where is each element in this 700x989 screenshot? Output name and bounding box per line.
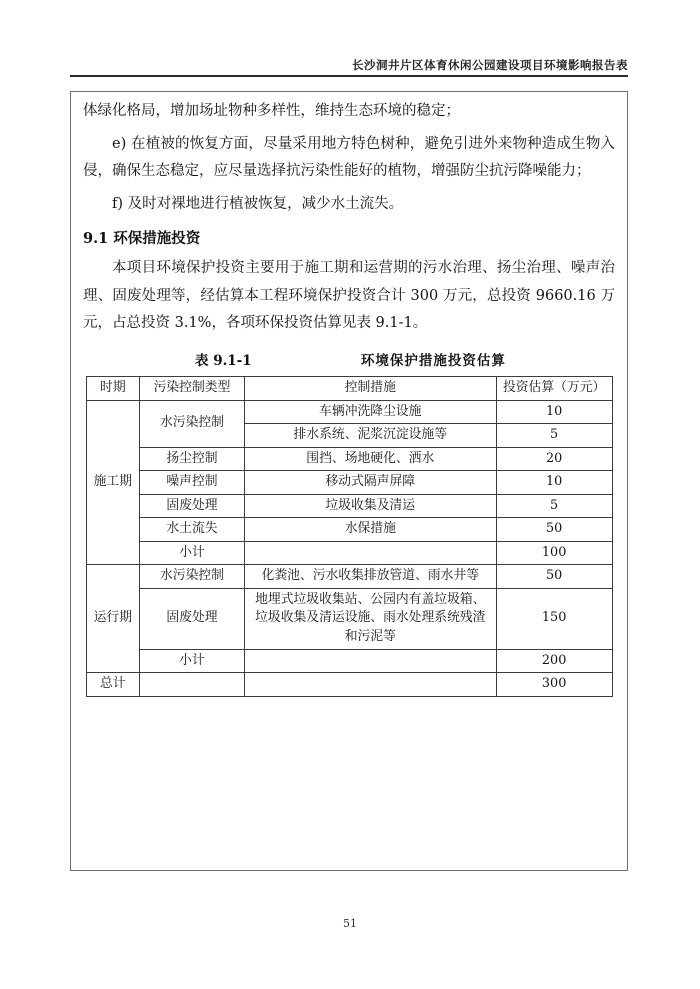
control-measure-cell: 化粪池、污水收集排放管道、雨水井等 [244,565,496,589]
control-measure-cell: 围挡、场地硬化、洒水 [244,447,496,471]
pollution-type-cell: 水污染控制 [140,565,245,589]
table-row [86,400,612,424]
body-paragraph-f: f) 及时对裸地进行植被恢复，减少水土流失。 [112,195,404,212]
investment-cell: 10 [496,471,612,495]
total-label-cell: 总计 [86,673,140,697]
content-frame [70,91,628,871]
table-header-row [86,376,612,400]
body-paragraph-continuation: 体绿化格局，增加场址物种多样性，维持生态环境的稳定； [83,103,460,119]
header-divider [70,75,628,77]
col-header-period: 时期 [86,376,140,400]
table-row [86,588,612,649]
page-number: 51 [343,917,357,930]
period-cell: 运行期 [86,565,140,673]
table-caption-title: 环境保护措施投资估算 [360,352,506,369]
table-row-subtotal [86,649,612,673]
investment-cell: 50 [496,518,612,542]
table-row [86,494,612,518]
control-measure-cell: 垃圾收集及清运 [244,494,496,518]
investment-cell: 20 [496,447,612,471]
table-row-total [86,673,612,697]
period-cell: 施工期 [86,400,140,565]
control-measure-cell: 水保措施 [244,518,496,542]
subtotal-label-cell: 小计 [140,649,245,673]
table-row [86,565,612,589]
section-heading: 9.1 环保措施投资 [83,230,201,247]
col-header-investment: 投资估算（万元） [496,376,612,400]
pollution-type-cell: 噪声控制 [140,471,245,495]
control-measure-cell [244,541,496,565]
pollution-type-cell: 水土流失 [140,518,245,542]
table-caption [83,349,615,369]
investment-cell: 200 [496,649,612,673]
section-paragraph: 本项目环境保护投资主要用于施工期和运营期的污水治理、扬尘治理、噪声治理、固废处理等，经估算本工程环境保护投资合计 300 万元，总投资 9660.16 万元，占总投资 3.1%，各项环保投资估算见表 9.1-1。 [83,260,615,331]
investment-cell: 50 [496,565,612,589]
investment-cell: 150 [496,588,612,649]
body-text [83,98,615,218]
running-header: 长沙洞井片区体育休闲公园建设项目环境影响报告表 [352,58,628,72]
table-row-subtotal [86,541,612,565]
control-measure-cell [244,649,496,673]
pollution-type-cell: 固废处理 [140,588,245,649]
investment-cell: 100 [496,541,612,565]
subtotal-label-cell: 小计 [140,541,245,565]
body-paragraph-e: e) 在植被的恢复方面，尽量采用地方特色树种，避免引进外来物种造成生物入侵，确保生态稳定，应尽量选择抗污染性能好的植物，增强防尘抗污降噪能力； [83,135,615,179]
control-measure-cell [244,673,496,697]
table-row [86,471,612,495]
control-measure-cell: 地埋式垃圾收集站、公园内有盖垃圾箱、垃圾收集及清运设施、雨水处理系统残渣和污泥等 [244,588,496,649]
investment-cell: 10 [496,400,612,424]
control-measure-cell: 移动式隔声屏障 [244,471,496,495]
pollution-type-cell: 水污染控制 [140,400,245,447]
pollution-type-cell: 扬尘控制 [140,447,245,471]
control-measure-cell: 排水系统、泥浆沉淀设施等 [244,424,496,448]
control-measure-cell: 车辆冲洗降尘设施 [244,400,496,424]
investment-cell: 5 [496,424,612,448]
investment-cell: 300 [496,673,612,697]
table-row [86,447,612,471]
col-header-pollution-type: 污染控制类型 [140,376,245,400]
investment-table [86,376,613,697]
table-row [86,518,612,542]
pollution-type-cell [140,673,245,697]
table-caption-label: 表 9.1-1 [195,352,252,369]
investment-cell: 5 [496,494,612,518]
col-header-control-measure: 控制措施 [244,376,496,400]
pollution-type-cell: 固废处理 [140,494,245,518]
